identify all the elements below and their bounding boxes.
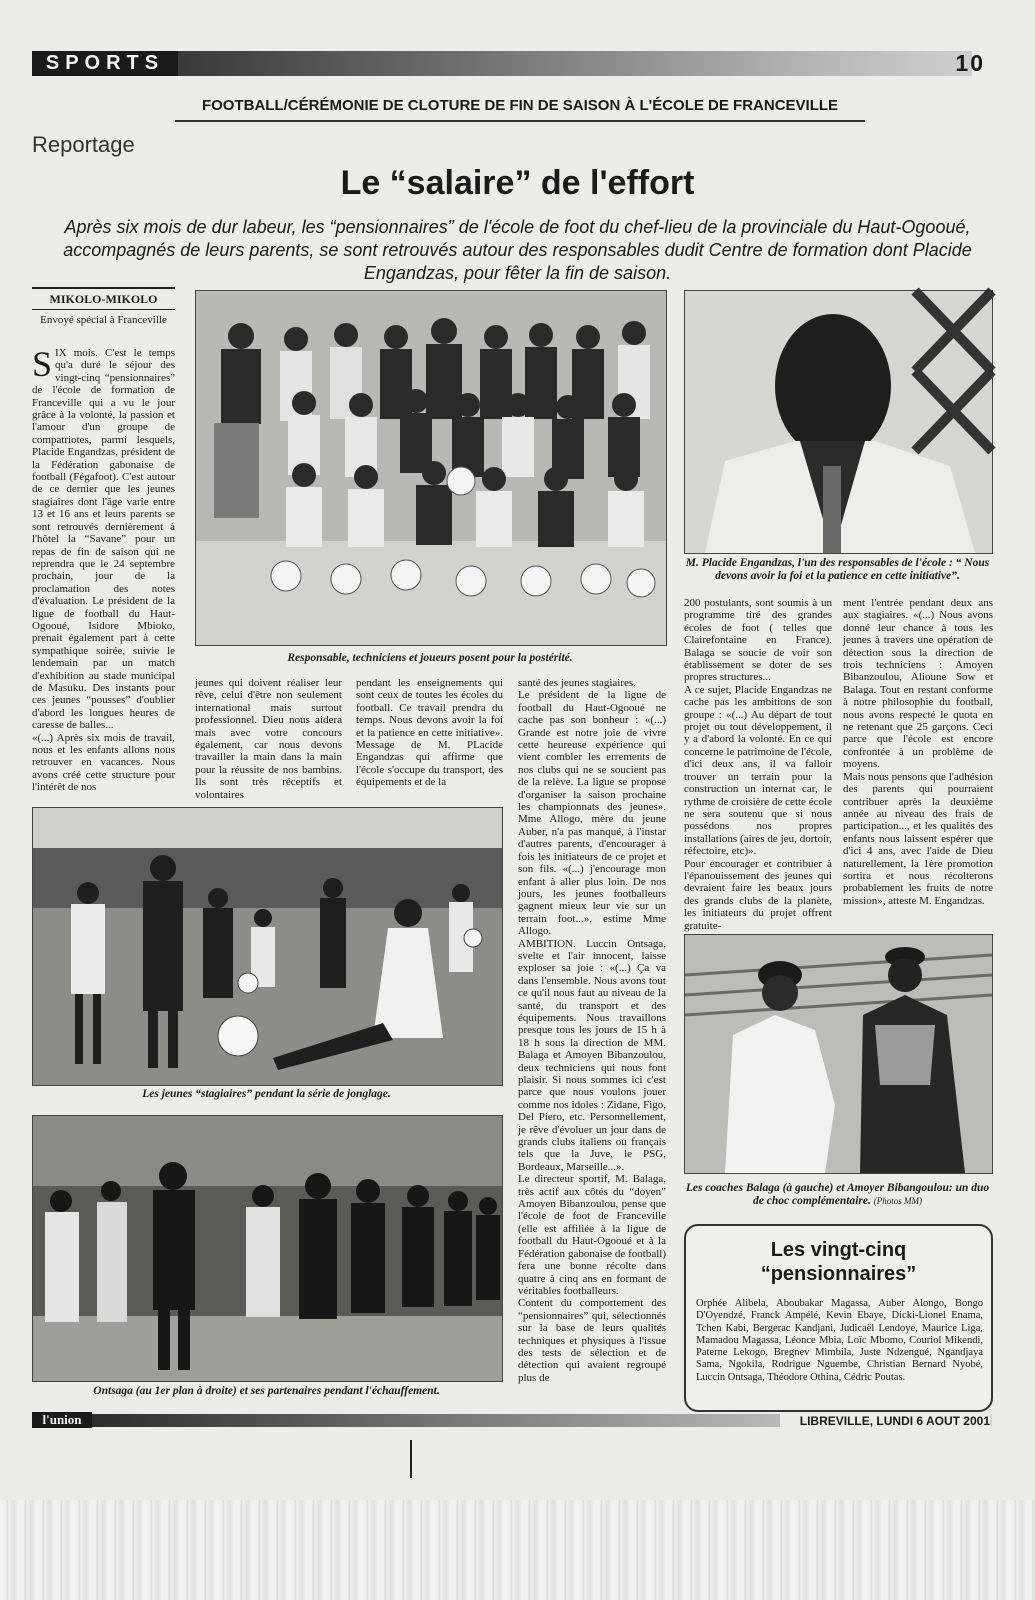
article-column-6 <box>843 597 993 917</box>
drop-cap: S <box>32 344 53 384</box>
article-paragraph: Mais nous pensons que l'adhésion des parents qui pourraient contribuer après la deuxième année au niveau des frais de participation..., et les qualités des enfants nous laissent espérer que d'ici 4 ans, avec l'aide de Dieu naturellement, la 1ère promotion sortira et nous récolterons probablement les fruits de notre mission», atteste M. Engandzas. <box>843 770 993 907</box>
byline-dateline: Envoyé spécial à Franceville <box>40 314 167 326</box>
article-column-5 <box>684 597 832 932</box>
portrait-photo <box>684 290 993 554</box>
team-photo-caption: Responsable, techniciens et joueurs posent pour la postérité. <box>287 652 573 664</box>
standfirst: Après six mois de dur labeur, les “pensionnaires” de l'école de foot du chef-lieu de la provinciale du Haut-Ogooué, accompagnés de leurs parents, se sont retrouvés autour des responsables dudit Centre de formation dont Placide Engandzas, pour fêter la fin de saison. <box>63 217 972 283</box>
article-paragraph: «(...) Après six mois de travail, nous et les enfants allons nous retrouver en vacances. Nous avons créé cette structure pour l'intérêt de nos <box>32 731 175 794</box>
article-paragraph: Content du comportement des “pensionnaires” qui, sélectionnés sur la base de leurs qualités techniques et physiques à l'issue des tests de sélection et de détection qui avaient regroupé plus de <box>518 1297 666 1384</box>
article-column-2: jeunes qui doivent réaliser leur rêve, celui d'être non seulement international mais surtout professionnel. Dieu nous aidera mais avec votre concours également, car nous devons travailler la main dans la main pour la réussite de nos bambins. Ils sont très réceptifs et volontaires <box>195 677 342 801</box>
article-column-3: pendant les enseignements qui sont ceux de toutes les écoles du football. Ce travail prendra du temps. Nous devons avoir la foi et la patience en cette initiative». Message de M. PLacide Engandzas qui affirme que l'école s'occupe du transport, des équipements et de la <box>356 677 503 789</box>
juggling-caption: Les jeunes “stagiaires” pendant la série de jonglage. <box>142 1088 391 1100</box>
kicker-rule <box>175 120 865 122</box>
article-paragraph: santé des jeunes stagiaires. <box>518 677 636 689</box>
section-label: Reportage <box>32 132 135 157</box>
article-paragraph: AMBITION. Luccin Ontsaga, svelte et l'air innocent, laisse exploser sa joie : «(...) Ça va dans l'ensemble. Nous avons tout ce qu'il nous faut au niveau de la santé, du transport et des équipements. Nous travaillons presque tous les jours de 15 h à 18 h sous la direction de MM. Balaga et Amoyen Bibanzoulou, deux techniciens qui nous font plaisir. Si nous sommes ici c'est parce que nous voulons jouer comme nos idoles : Zidane, Figo, Del Piero, etc. Personnellement, je rêve d'évoluer un jour dans de grands clubs italiens ou français tels que la Juve, le PSG, Bordeaux, Marseille...». <box>518 937 666 1173</box>
warmup-caption: Ontsaga (au 1er plan à droite) et ses partenaires pendant l'échauffement. <box>93 1385 440 1397</box>
warmup-photo <box>32 1115 503 1382</box>
box-title-line-2: “pensionnaires” <box>760 1263 917 1285</box>
byline-author: MIKOLO-MIKOLO <box>32 287 175 310</box>
article-paragraph: 200 postulants, sont soumis à un programme tiré des grandes écoles de foot ( telles que Clairefontaine en France). Balaga se soucie de voir son établissement se doter de ses propres structures... <box>684 597 832 684</box>
page-number: 10 <box>955 50 985 76</box>
pensionnaires-box <box>684 1224 993 1412</box>
footer-date: LIBREVILLE, LUNDI 6 AOUT 2001 <box>780 1412 990 1430</box>
kicker: FOOTBALL/CÉRÉMONIE DE CLOTURE DE FIN DE SAISON À L'ÉCOLE DE FRANCEVILLE <box>201 97 839 114</box>
footer-brand: l'union <box>32 1412 92 1428</box>
coaches-photo <box>684 934 993 1174</box>
article-paragraph: A ce sujet, Placide Engandzas ne cache pas les ambitions de son groupe : «(...) Au départ de tout projet ou tout développement, il y a d'abord la volonté. En ce qui concerne le patrimoine de l'école, d'ici deux ans, il va falloir trouver un terrain pour la construction un internat car, le rythme de croisière de cette école ne sera soutenu que si nous possédons nos propres installations (aires de jeu, dortoir, réfectoire, etc)». <box>684 683 832 858</box>
portrait-caption: M. Placide Engandzas, l'un des responsables de l'école : “ Nous devons avoir la foi et la patience en cette initiative”. <box>685 557 990 582</box>
coaches-caption <box>684 1182 991 1208</box>
article-paragraph: Pour encourager et contribuer à l'épanouissement des jeunes qui devraient faire les beaux jours des grands clubs de la planète, les initiateurs du projet offrent gratuite- <box>684 857 832 932</box>
photo-credit: (Photos MM) <box>873 1196 922 1206</box>
coaches-caption-text: Les coaches Balaga (à gauche) et Amoyer Bibangoulou: un duo de choc complémentaire. <box>685 1182 990 1207</box>
box-title <box>686 1238 991 1286</box>
box-title-line-1: Les vingt-cinq <box>770 1239 907 1261</box>
article-paragraph: ment l'entrée pendant deux ans aux stagiaires. «(...) Nous avons donné leur chance à tous les jeunes à travers une opération de détection sous la direction de trois techniciens : Amoyen Bibanzoulou, Alioune Sow et Balaga. Tout en restant conforme à notre philosophie du football, nous avons respecté le quota en ne retenant que 25 garçons. Ceci parce que l'école est encore confrontée à un problème de moyens. <box>843 597 993 771</box>
article-column-4 <box>518 677 666 1405</box>
fold-mark <box>410 1440 412 1478</box>
rubric-label: SPORTS <box>32 51 178 76</box>
box-names-list: Orphée Alibela, Aboubakar Magassa, Auber Alongo, Bongo D'Oyendzé, Franck Ampélé, Kevin Ebaye, Dicki-Lionel Enama, Tchen Kabi, Bergerac Kandjani, Judicaël Lendoye, Maurice Liga, Mamadou Magassa, Léonce Mbia, Loïc Mbomo, Couriol Mikendi, Paterne Lekogo, Bregnev Mimbila, Juste Ndzengué, Ngandjaya Sama, Ngokila, Rodrigue Nguembe, Christian Bernard Nyobé, Luccin Ontsaga, Théodore Othina, Cédric Poutas. <box>696 1298 983 1383</box>
scan-background <box>0 1500 1035 1600</box>
team-photo <box>195 290 667 646</box>
article-lead: IX mois. C'est le temps qu'a duré le séjour des vingt-cinq “pensionnaires” de l'école de formation de Franceville qui a vu le jour grâce à la volonté, la passion et l'amour d'un groupe de compatriotes, parmi lesquels, Placide Engandzas, président de la Fédération gabonaise de football (Fégafoot). C'est autour de ce dernier que les jeunes stagiaires dont l'âge varie entre 13 et 16 ans et leurs parents se sont retrouvés dernièrement à l'hôtel la “Savane” pour un repas de fin de saison qui ne reprendra que le 24 septembre prochain, jour de la proclamation des notes d'évaluation. Le président de la ligue de football du Haut-Ogooué, Isidore Mbioko, prenait également part à cette sympathique soirée, suivie le lendemain par un match d'exhibition au stade municipal de Masuku. Des instants pour ces jeunes “pousses” d'oublier d'abord les longues heures de caresse de balles... <box>32 347 175 732</box>
headline: Le “salaire” de l'effort <box>340 164 695 202</box>
juggling-photo <box>32 807 503 1086</box>
article-paragraph: Le président de la ligue de football du Haut-Ogooué ne cache pas son bonheur : «(...) Grande est notre joie de vivre cette heureuse expérience qui vient combler les errements de nos clubs qui ne se soucient pas de la relève. La ligue se propose d'organiser la saison prochaine les championnats des jeunes». Mme Allogo, mère du jeune Auber, n'a pas manqué, à l'instar d'autres parents, d'encourager à fois les initiateurs de ce projet et son fils. «(...) j'encourage mon enfant à aller plus loin. De nos jours, les jeunes footballeurs gagnent mieux leur vie sur un terrain foot...», estime Mme Allogo. <box>518 689 666 938</box>
article-paragraph: Le directeur sportif, M. Balaga, très actif aux côtés du “doyen” Amoyen Bibanzoulou, pense que l'école de foot de Franceville (elle est affiliée à la ligue de football du Haut-Ogooué et à la Fédération gabonaise de football) fera une bonne récolte dans quatre à cinq ans en formant de véritables footballeurs. <box>518 1173 666 1297</box>
article-column-1 <box>32 344 175 794</box>
